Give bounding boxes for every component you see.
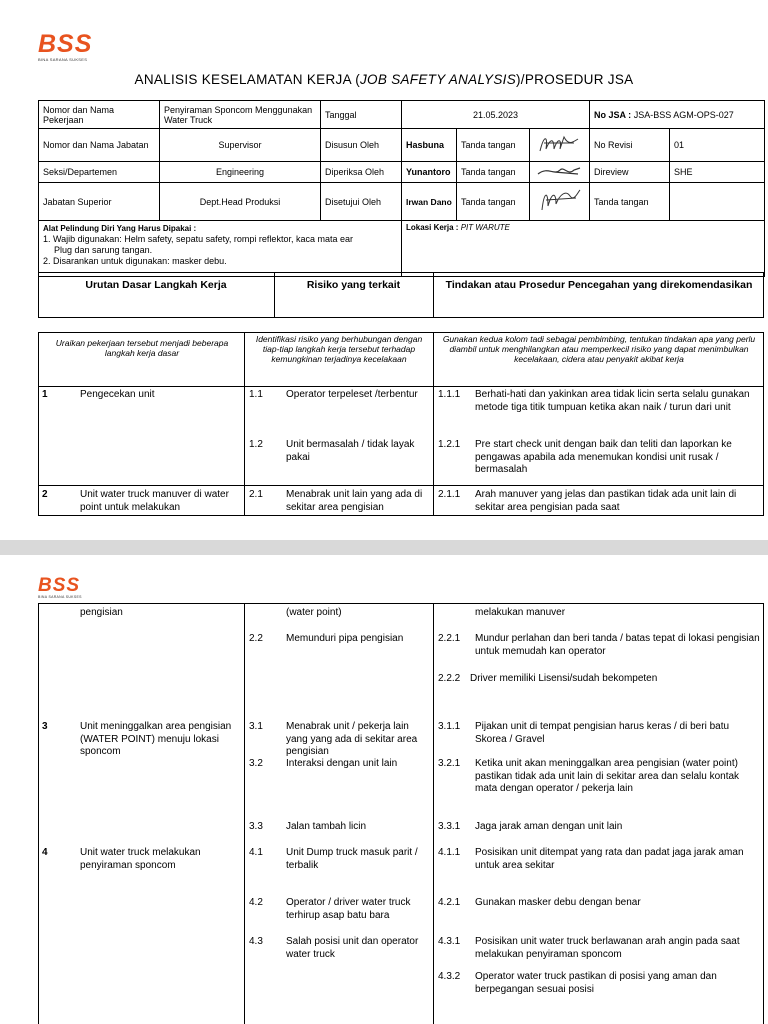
department-value: Engineering xyxy=(160,162,321,183)
action-text: Posisikan unit water truck berlawanan arah angin pada saat melakukan penyiraman sponcom xyxy=(475,936,740,960)
action-number: 3.1.1 xyxy=(438,721,461,732)
step-text: Pengecekan unit xyxy=(80,389,155,400)
action-text: Pre start check unit dengan baik dan teliti dan laporkan ke pengawas apabila ada menemukan kondisi unit rusak / bermasalah xyxy=(475,439,732,475)
description-steps: Uraikan pekerjaan tersebut menjadi beberapa langkah kerja dasar xyxy=(55,338,229,358)
step-text: Unit water truck manuver di water point untuk melakukan xyxy=(80,489,229,513)
risk-text: Operator terpeleset /terbentur xyxy=(286,389,418,400)
checked-by-name: Yunantoro xyxy=(402,162,457,183)
heading-steps: Urutan Dasar Langkah Kerja xyxy=(85,279,227,291)
approved-by-name: Irwan Dano xyxy=(402,183,457,221)
position-label: Nomor dan Nama Jabatan xyxy=(39,129,160,162)
date-value: 21.05.2023 xyxy=(402,101,590,129)
logo-text: BSS xyxy=(38,30,93,58)
action-text: Mundur perlahan dan beri tanda / batas tepat di lokasi pengisian untuk memudah kan operator xyxy=(475,633,760,657)
risk-text: Menabrak unit lain yang ada di sekitar area pengisian xyxy=(286,489,423,513)
action-number: 4.1.1 xyxy=(438,847,461,858)
risk-number: 2.1 xyxy=(249,489,263,500)
heading-actions: Tindakan atau Prosedur Pencegahan yang direkomendasikan xyxy=(445,279,753,291)
action-text: Driver memiliki Lisensi/sudah bekompeten xyxy=(470,673,658,684)
risk-number: 1.2 xyxy=(249,439,263,450)
risk-text: Jalan tambah licin xyxy=(286,821,367,832)
risk-number: 3.2 xyxy=(249,758,263,769)
risk-text: Operator / driver water truck terhirup asap batu bara xyxy=(286,897,411,921)
step-text-continued: pengisian xyxy=(80,607,123,618)
risk-number: 3.3 xyxy=(249,821,263,832)
logo-text: BSS xyxy=(38,575,81,596)
action-number: 4.2.1 xyxy=(438,897,461,908)
risk-text: Unit bermasalah / tidak layak pakai xyxy=(286,439,415,463)
risk-text: Memunduri pipa pengisian xyxy=(286,633,404,644)
step-text: Unit meninggalkan area pengisian (WATER POINT) menuju lokasi sponcom xyxy=(80,721,232,757)
action-number: 4.3.1 xyxy=(438,936,461,947)
risk-number: 3.1 xyxy=(249,721,263,732)
risk-text: Salah posisi unit dan operator water truck xyxy=(286,936,419,960)
header-table xyxy=(38,100,765,277)
risk-number: 2.2 xyxy=(249,633,263,644)
risk-text: Interaksi dengan unit lain xyxy=(286,758,398,769)
ppe-recommended: 2. Disarankan untuk digunakan: masker debu. xyxy=(43,256,227,266)
risk-text: Unit Dump truck masuk parit / terbalik xyxy=(286,847,418,871)
step-text: Unit water truck melakukan penyiraman sponcom xyxy=(80,847,201,871)
risk-text-continued: (water point) xyxy=(286,607,342,618)
approved-by-label: Disetujui Oleh xyxy=(321,183,402,221)
action-number: 3.2.1 xyxy=(438,758,461,769)
superior-value: Dept.Head Produksi xyxy=(160,183,321,221)
prepared-signature xyxy=(530,129,590,162)
step-number: 3 xyxy=(42,721,48,732)
department-label: Seksi/Departemen xyxy=(39,162,160,183)
logo-subtitle: BINA SARANA SUKSES xyxy=(38,595,82,599)
action-text-continued: melakukan manuver xyxy=(475,607,566,618)
approved-signature-label: Tanda tangan xyxy=(457,183,530,221)
prepared-by-name: Hasbuna xyxy=(402,129,457,162)
action-number: 2.2.2 xyxy=(438,673,461,684)
revision-value: 01 xyxy=(670,129,765,162)
action-number: 1.2.1 xyxy=(438,439,461,450)
final-signature-label: Tanda tangan xyxy=(590,183,670,221)
step-number: 1 xyxy=(42,389,48,400)
action-number: 2.2.1 xyxy=(438,633,461,644)
action-number: 1.1.1 xyxy=(438,389,461,400)
action-text: Jaga jarak aman dengan unit lain xyxy=(475,821,623,832)
ppe-mandatory-cont: Plug dan sarung tangan. xyxy=(54,245,153,255)
superior-label: Jabatan Superior xyxy=(39,183,160,221)
risk-text: Menabrak unit / pekerja lain yang yang ada di sekitar area pengisian xyxy=(286,721,418,757)
document-page-2 xyxy=(0,555,768,1024)
prepared-signature-label: Tanda tangan xyxy=(457,129,530,162)
ppe-mandatory: 1. Wajib digunakan: Helm safety, sepatu safety, rompi reflektor, kaca mata ear xyxy=(43,234,353,244)
jsa-number: No JSA : JSA-BSS AGM-OPS-027 xyxy=(590,101,765,129)
reviewed-label: Direview xyxy=(590,162,670,183)
final-signature-blank xyxy=(670,183,765,221)
prepared-by-label: Disusun Oleh xyxy=(321,129,402,162)
signature-irwan xyxy=(534,186,584,216)
checked-signature xyxy=(530,162,590,183)
checked-signature-label: Tanda tangan xyxy=(457,162,530,183)
action-number: 3.3.1 xyxy=(438,821,461,832)
position-value: Supervisor xyxy=(160,129,321,162)
description-actions: Gunakan kedua kolom tadi sebagai pembimbing, tentukan tindakan apa yang perlu diambil untuk menghilangkan atau memperkecil risiko yang dapat menimbulkan kecelakaan, cidera atau penyakit akibat kerja xyxy=(442,334,756,364)
step-number: 2 xyxy=(42,489,48,500)
action-text: Posisikan unit ditempat yang rata dan padat jaga jarak aman untuk area sekitar xyxy=(475,847,744,871)
action-text: Pijakan unit di tempat pengisian harus keras / di beri batu Skorea / Gravel xyxy=(475,721,730,745)
action-text: Gunakan masker debu dengan benar xyxy=(475,897,641,908)
risk-number: 4.2 xyxy=(249,897,263,908)
action-number: 2.1.1 xyxy=(438,489,461,500)
action-text: Arah manuver yang jelas dan pastikan tidak ada unit lain di sekitar area pengisian pada saat xyxy=(475,489,737,513)
approved-signature xyxy=(530,183,590,221)
ppe-title: Alat Pelindung Diri Yang Harus Dipakai : xyxy=(43,224,197,233)
date-label: Tanggal xyxy=(321,101,402,129)
job-name-label: Nomor dan Nama Pekerjaan xyxy=(39,101,160,129)
heading-risks: Risiko yang terkait xyxy=(306,279,401,291)
ppe-section xyxy=(39,221,402,277)
description-risks: Identifikasi risiko yang berhubungan dengan tiap-tiap langkah kerja tersebut terhadap kemungkinan terjadinya kecelakaan xyxy=(255,334,423,364)
bss-logo xyxy=(38,575,82,599)
signature-yunantoro xyxy=(534,164,584,178)
signature-hasbuna xyxy=(534,131,584,157)
work-location: Lokasi Kerja : PIT WARUTE xyxy=(402,221,765,277)
risk-number: 4.3 xyxy=(249,936,263,947)
risk-number: 1.1 xyxy=(249,389,263,400)
action-text: Operator water truck pastikan di posisi yang aman dan berpegangan sesuai posisi xyxy=(475,971,717,995)
logo-subtitle: BINA SARANA SUKSES xyxy=(38,57,88,62)
document-title: ANALISIS KESELAMATAN KERJA (JOB SAFETY ANALYSIS)/PROSEDUR JSA xyxy=(134,72,634,87)
bss-logo xyxy=(38,30,92,62)
action-number: 4.3.2 xyxy=(438,971,461,982)
job-name-value: Penyiraman Sponcom Menggunakan Water Truck xyxy=(160,101,321,129)
revision-label: No Revisi xyxy=(590,129,670,162)
action-text: Ketika unit akan meninggalkan area pengisian (water point) pastikan tidak ada unit lain di sekitar area dan selalu kontak mata dengan operator / pekerja lain xyxy=(475,758,740,794)
reviewed-value: SHE xyxy=(670,162,765,183)
checked-by-label: Diperiksa Oleh xyxy=(321,162,402,183)
risk-number: 4.1 xyxy=(249,847,263,858)
action-text: Berhati-hati dan yakinkan area tidak licin serta selalu gunakan metode tiga titik tumpuan ketika akan naik / turun dari unit xyxy=(475,389,750,413)
step-number: 4 xyxy=(42,847,48,858)
